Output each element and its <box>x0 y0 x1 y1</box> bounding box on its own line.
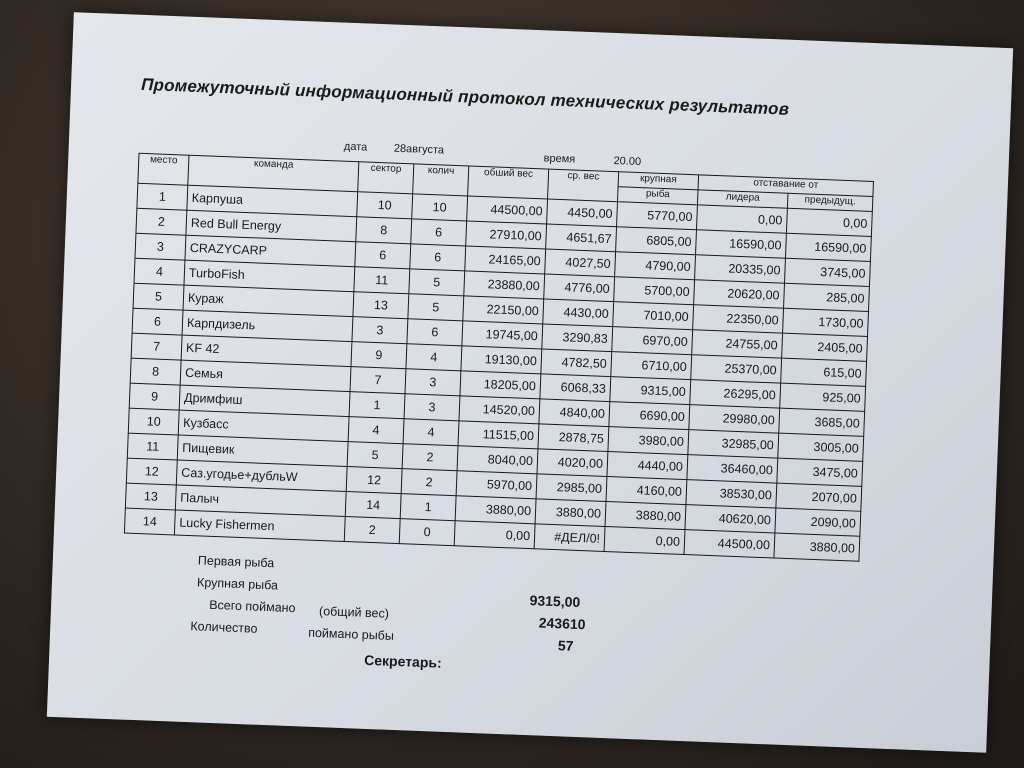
cell-count: 3 <box>404 394 460 421</box>
time-value: 20.00 <box>613 155 642 169</box>
cell-place: 14 <box>124 508 175 535</box>
cell-sector: 5 <box>347 442 403 469</box>
cell-lag-prev: 3745,00 <box>784 258 870 286</box>
cell-sector: 11 <box>354 267 410 294</box>
cell-team: CRAZYCARP <box>185 235 356 267</box>
cell-sector: 7 <box>350 367 406 394</box>
cell-count: 4 <box>406 344 462 371</box>
cell-sector: 2 <box>344 517 400 544</box>
cell-total-weight: 0,00 <box>454 521 535 549</box>
cell-lag-prev: 285,00 <box>784 283 870 311</box>
cell-sector: 14 <box>345 492 401 519</box>
header-count: колич <box>413 164 469 196</box>
cell-count: 3 <box>405 369 461 396</box>
cell-sector: 9 <box>351 342 407 369</box>
cell-team: Палыч <box>175 485 346 517</box>
cell-lag-leader: 26295,00 <box>690 380 781 408</box>
cell-lag-leader: 40620,00 <box>685 505 776 533</box>
cell-sector: 12 <box>346 467 402 494</box>
cell-team: Дримфиш <box>179 385 350 417</box>
cell-place: 2 <box>136 208 187 235</box>
cell-sector: 8 <box>356 217 412 244</box>
cell-place: 4 <box>134 258 185 285</box>
cell-total-weight: 23880,00 <box>464 271 545 299</box>
cell-total-weight: 44500,00 <box>467 196 548 224</box>
cell-count: 10 <box>412 194 468 221</box>
cell-lag-leader: 38530,00 <box>686 480 777 508</box>
cell-total-weight: 8040,00 <box>457 446 538 474</box>
count-label: Количество <box>190 619 258 636</box>
cell-lag-prev: 1730,00 <box>783 308 869 336</box>
cell-avg-weight: 4776,00 <box>544 274 615 302</box>
cell-count: 5 <box>408 294 464 321</box>
cell-team: Lucky Fishermen <box>174 510 345 542</box>
cell-big-fish: 3880,00 <box>605 502 686 530</box>
cell-team: Кураж <box>183 285 354 317</box>
cell-team: Карпуша <box>187 185 358 217</box>
header-lag-leader: лидера <box>697 190 788 208</box>
cell-count: 4 <box>403 419 459 446</box>
cell-avg-weight: 4651,67 <box>546 224 617 252</box>
date-label: дата <box>343 140 368 154</box>
cell-total-weight: 3880,00 <box>455 496 536 524</box>
cell-avg-weight: 3290,83 <box>542 324 613 352</box>
big-fish-value: 9315,00 <box>529 592 581 611</box>
cell-avg-weight: 3880,00 <box>535 499 606 527</box>
header-big-fish-top: крупная <box>618 172 699 190</box>
cell-lag-prev: 2405,00 <box>782 333 868 361</box>
cell-big-fish: 4160,00 <box>606 477 687 505</box>
cell-place: 7 <box>131 333 182 360</box>
cell-big-fish: 3980,00 <box>608 427 689 455</box>
cell-total-weight: 19130,00 <box>461 346 542 374</box>
big-fish-label: Крупная рыба <box>196 575 279 593</box>
cell-team: Red Bull Energy <box>186 210 357 242</box>
time-label: время <box>543 152 576 166</box>
cell-lag-leader: 16590,00 <box>696 230 787 258</box>
cell-count: 1 <box>400 494 456 521</box>
cell-big-fish: 5770,00 <box>617 202 698 230</box>
results-table <box>124 153 874 562</box>
cell-avg-weight: 6068,33 <box>540 374 611 402</box>
cell-count: 6 <box>410 244 466 271</box>
cell-sector: 3 <box>352 317 408 344</box>
cell-big-fish: 7010,00 <box>613 302 694 330</box>
cell-place: 6 <box>132 308 183 335</box>
cell-lag-leader: 25370,00 <box>691 355 782 383</box>
cell-big-fish: 6710,00 <box>611 352 692 380</box>
cell-avg-weight: 4840,00 <box>539 399 610 427</box>
secretary-label: Секретарь: <box>363 651 443 671</box>
cell-avg-weight: 4027,50 <box>545 249 616 277</box>
cell-total-weight: 18205,00 <box>460 371 541 399</box>
cell-place: 12 <box>126 458 177 485</box>
header-total-weight: обший вес <box>468 166 549 199</box>
cell-total-weight: 24165,00 <box>465 246 546 274</box>
date-value: 28августа <box>393 142 445 157</box>
count-sub: поймано рыбы <box>307 625 395 643</box>
cell-lag-leader: 0,00 <box>696 205 787 233</box>
count-value: 57 <box>557 637 574 654</box>
cell-avg-weight: 4430,00 <box>543 299 614 327</box>
cell-team: Саз.угодье+дубльW <box>176 460 347 492</box>
cell-big-fish: 6805,00 <box>616 227 697 255</box>
cell-lag-leader: 36460,00 <box>687 455 778 483</box>
cell-sector: 1 <box>349 392 405 419</box>
cell-sector: 6 <box>355 242 411 269</box>
cell-lag-prev: 3685,00 <box>779 408 865 436</box>
cell-place: 10 <box>128 408 179 435</box>
cell-place: 13 <box>125 483 176 510</box>
cell-lag-leader: 20620,00 <box>694 280 785 308</box>
cell-total-weight: 5970,00 <box>456 471 537 499</box>
cell-count: 2 <box>401 469 457 496</box>
cell-team: Кузбасс <box>178 410 349 442</box>
cell-total-weight: 22150,00 <box>463 296 544 324</box>
cell-count: 0 <box>399 519 455 546</box>
cell-big-fish: 6970,00 <box>612 327 693 355</box>
cell-lag-prev: 615,00 <box>781 358 867 386</box>
cell-big-fish: 0,00 <box>604 526 685 554</box>
cell-lag-leader: 20335,00 <box>695 255 786 283</box>
header-place: место <box>138 153 189 185</box>
total-caught-value: 243610 <box>538 614 586 633</box>
cell-lag-leader: 24755,00 <box>692 330 783 358</box>
cell-count: 6 <box>407 319 463 346</box>
cell-lag-prev: 2070,00 <box>776 483 862 511</box>
cell-team: Пищевик <box>177 435 348 467</box>
results-body <box>124 183 872 561</box>
cell-count: 5 <box>409 269 465 296</box>
protocol-sheet <box>47 12 1013 753</box>
cell-place: 3 <box>135 233 186 260</box>
document-title: Промежуточный информационный протокол технических результатов <box>140 74 790 119</box>
total-caught-label: Всего поймано <box>208 597 296 616</box>
cell-lag-prev: 925,00 <box>780 383 866 411</box>
cell-team: KF 42 <box>181 335 352 367</box>
cell-sector: 4 <box>348 417 404 444</box>
cell-avg-weight: 4450,00 <box>547 199 618 227</box>
cell-lag-leader: 29980,00 <box>689 405 780 433</box>
cell-avg-weight: 2985,00 <box>536 474 607 502</box>
cell-team: Семья <box>180 360 351 392</box>
header-lag-prev: предыдущ. <box>787 193 873 211</box>
cell-place: 11 <box>127 433 178 460</box>
header-lag: отставание от <box>698 175 873 197</box>
cell-place: 1 <box>137 183 188 210</box>
cell-lag-prev: 16590,00 <box>785 233 871 261</box>
cell-place: 9 <box>129 383 180 410</box>
cell-avg-weight: 2878,75 <box>538 424 609 452</box>
cell-lag-prev: 3880,00 <box>774 533 860 561</box>
first-fish-label: Первая рыба <box>197 553 275 571</box>
header-big-fish-bottom: рыба <box>618 187 699 205</box>
cell-lag-leader: 44500,00 <box>684 530 775 558</box>
cell-lag-leader: 32985,00 <box>688 430 779 458</box>
header-sector: сектор <box>358 162 414 194</box>
cell-sector: 10 <box>357 192 413 219</box>
cell-total-weight: 19745,00 <box>462 321 543 349</box>
header-team: команда <box>188 155 359 192</box>
cell-team: Карпдизель <box>182 310 353 342</box>
cell-place: 5 <box>133 283 184 310</box>
cell-big-fish: 4440,00 <box>607 452 688 480</box>
cell-big-fish: 5700,00 <box>614 277 695 305</box>
cell-avg-weight: #ДЕЛ/0! <box>534 524 605 552</box>
header-avg-weight: ср. вес <box>548 169 619 202</box>
cell-count: 2 <box>402 444 458 471</box>
cell-big-fish: 4790,00 <box>615 252 696 280</box>
cell-big-fish: 6690,00 <box>609 402 690 430</box>
cell-total-weight: 11515,00 <box>458 421 539 449</box>
cell-avg-weight: 4782,50 <box>541 349 612 377</box>
cell-sector: 13 <box>353 292 409 319</box>
cell-avg-weight: 4020,00 <box>537 449 608 477</box>
cell-total-weight: 27910,00 <box>466 221 547 249</box>
cell-lag-leader: 22350,00 <box>693 305 784 333</box>
total-caught-sub: (общий вес) <box>318 604 390 621</box>
cell-lag-prev: 3475,00 <box>777 458 863 486</box>
cell-count: 6 <box>411 219 467 246</box>
cell-lag-prev: 3005,00 <box>778 433 864 461</box>
cell-total-weight: 14520,00 <box>459 396 540 424</box>
cell-big-fish: 9315,00 <box>610 377 691 405</box>
cell-team: TurboFish <box>184 260 355 292</box>
cell-lag-prev: 0,00 <box>786 208 872 236</box>
cell-lag-prev: 2090,00 <box>775 508 861 536</box>
cell-place: 8 <box>130 358 181 385</box>
